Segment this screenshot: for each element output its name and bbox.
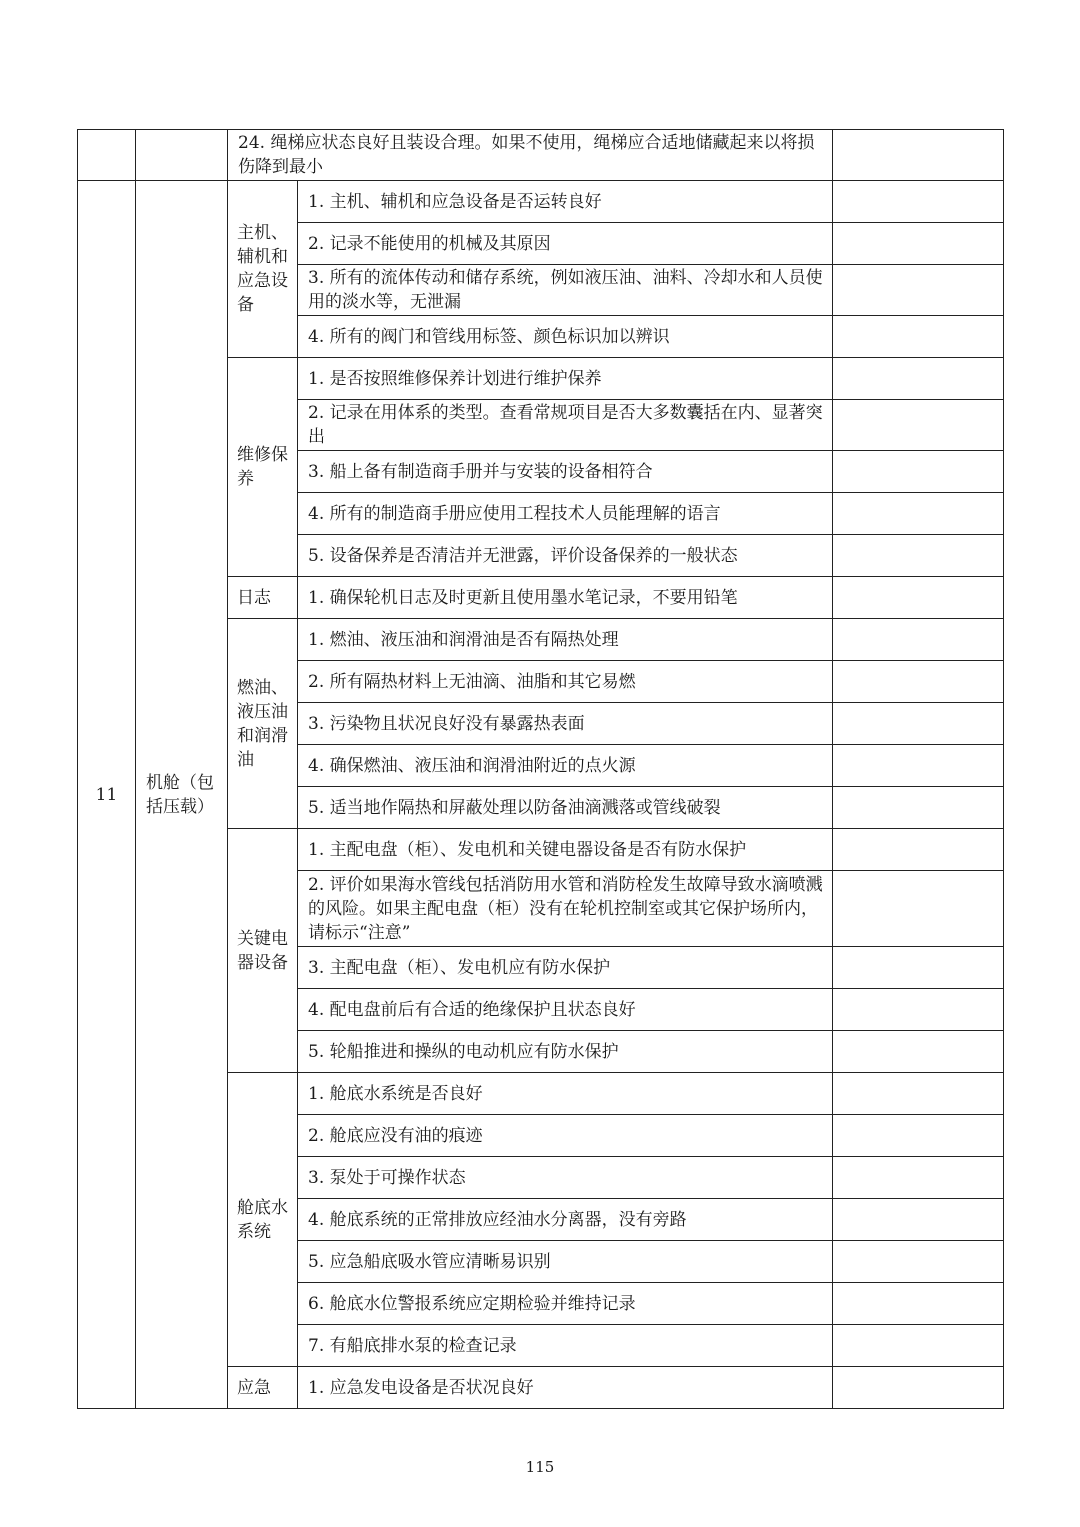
checklist-item: 3. 泵处于可操作状态 bbox=[298, 1157, 833, 1199]
result-cell bbox=[833, 829, 1004, 871]
checklist-item: 2. 评价如果海水管线包括消防用水管和消防栓发生故障导致水滴喷溅的风险。如果主配电盘（柜）没有在轮机控制室或其它保护场所内，请标示“注意” bbox=[298, 871, 833, 947]
checklist-item: 4. 配电盘前后有合适的绝缘保护且状态良好 bbox=[298, 989, 833, 1031]
category-label: 关键电器设备 bbox=[228, 829, 298, 1073]
checklist-item: 1. 主机、辅机和应急设备是否运转良好 bbox=[298, 181, 833, 223]
area-cell bbox=[136, 130, 228, 181]
checklist-item: 4. 所有的制造商手册应使用工程技术人员能理解的语言 bbox=[298, 493, 833, 535]
result-cell bbox=[833, 1283, 1004, 1325]
category-label: 舱底水系统 bbox=[228, 1073, 298, 1367]
category-label: 应急 bbox=[228, 1367, 298, 1409]
result-cell bbox=[833, 130, 1004, 181]
page-number: 115 bbox=[525, 1458, 555, 1476]
result-cell bbox=[833, 1367, 1004, 1409]
result-cell bbox=[833, 989, 1004, 1031]
result-cell bbox=[833, 493, 1004, 535]
result-cell bbox=[833, 1241, 1004, 1283]
checklist-item: 2. 记录不能使用的机械及其原因 bbox=[298, 223, 833, 265]
checklist-item: 3. 船上备有制造商手册并与安装的设备相符合 bbox=[298, 451, 833, 493]
table-row bbox=[78, 130, 1004, 181]
result-cell bbox=[833, 1073, 1004, 1115]
checklist-item: 5. 应急船底吸水管应清晰易识别 bbox=[298, 1241, 833, 1283]
section-area: 机舱（包括压载） bbox=[136, 181, 228, 1409]
result-cell bbox=[833, 787, 1004, 829]
checklist-item: 2. 所有隔热材料上无油滴、油脂和其它易燃 bbox=[298, 661, 833, 703]
checklist-item: 24. 绳梯应状态良好且装设合理。如果不使用，绳梯应合适地储藏起来以将损伤降到最小 bbox=[228, 130, 833, 181]
checklist-item: 4. 确保燃油、液压油和润滑油附近的点火源 bbox=[298, 745, 833, 787]
checklist-item: 1. 应急发电设备是否状况良好 bbox=[298, 1367, 833, 1409]
result-cell bbox=[833, 947, 1004, 989]
number-cell bbox=[78, 130, 136, 181]
checklist-item: 2. 舱底应没有油的痕迹 bbox=[298, 1115, 833, 1157]
result-cell bbox=[833, 1157, 1004, 1199]
result-cell bbox=[833, 400, 1004, 451]
category-label: 维修保养 bbox=[228, 358, 298, 577]
category-label: 主机、辅机和应急设备 bbox=[228, 181, 298, 358]
result-cell bbox=[833, 619, 1004, 661]
result-cell bbox=[833, 1325, 1004, 1367]
category-label: 燃油、液压油和润滑油 bbox=[228, 619, 298, 829]
checklist-item: 1. 燃油、液压油和润滑油是否有隔热处理 bbox=[298, 619, 833, 661]
result-cell bbox=[833, 451, 1004, 493]
checklist-item: 1. 主配电盘（柜）、发电机和关键电器设备是否有防水保护 bbox=[298, 829, 833, 871]
result-cell bbox=[833, 358, 1004, 400]
result-cell bbox=[833, 1115, 1004, 1157]
checklist-item: 1. 是否按照维修保养计划进行维护保养 bbox=[298, 358, 833, 400]
table-row bbox=[78, 181, 1004, 223]
checklist-item: 5. 适当地作隔热和屏蔽处理以防备油滴溅落或管线破裂 bbox=[298, 787, 833, 829]
checklist-item: 4. 舱底系统的正常排放应经油水分离器，没有旁路 bbox=[298, 1199, 833, 1241]
checklist-item: 4. 所有的阀门和管线用标签、颜色标识加以辨识 bbox=[298, 316, 833, 358]
result-cell bbox=[833, 316, 1004, 358]
checklist-item: 2. 记录在用体系的类型。查看常规项目是否大多数囊括在内、显著突出 bbox=[298, 400, 833, 451]
result-cell bbox=[833, 265, 1004, 316]
result-cell bbox=[833, 577, 1004, 619]
result-cell bbox=[833, 703, 1004, 745]
result-cell bbox=[833, 661, 1004, 703]
section-number: 11 bbox=[78, 181, 136, 1409]
result-cell bbox=[833, 1199, 1004, 1241]
category-label: 日志 bbox=[228, 577, 298, 619]
checklist-item: 3. 所有的流体传动和储存系统，例如液压油、油料、冷却水和人员使用的淡水等，无泄漏 bbox=[298, 265, 833, 316]
result-cell bbox=[833, 745, 1004, 787]
inspection-checklist-table bbox=[77, 129, 1004, 1409]
result-cell bbox=[833, 1031, 1004, 1073]
checklist-item: 3. 主配电盘（柜）、发电机应有防水保护 bbox=[298, 947, 833, 989]
result-cell bbox=[833, 181, 1004, 223]
checklist-item: 7. 有船底排水泵的检查记录 bbox=[298, 1325, 833, 1367]
result-cell bbox=[833, 223, 1004, 265]
checklist-item: 6. 舱底水位警报系统应定期检验并维持记录 bbox=[298, 1283, 833, 1325]
checklist-item: 5. 轮船推进和操纵的电动机应有防水保护 bbox=[298, 1031, 833, 1073]
checklist-item: 3. 污染物且状况良好没有暴露热表面 bbox=[298, 703, 833, 745]
result-cell bbox=[833, 535, 1004, 577]
checklist-item: 1. 确保轮机日志及时更新且使用墨水笔记录，不要用铅笔 bbox=[298, 577, 833, 619]
result-cell bbox=[833, 871, 1004, 947]
checklist-item: 5. 设备保养是否清洁并无泄露，评价设备保养的一般状态 bbox=[298, 535, 833, 577]
checklist-item: 1. 舱底水系统是否良好 bbox=[298, 1073, 833, 1115]
